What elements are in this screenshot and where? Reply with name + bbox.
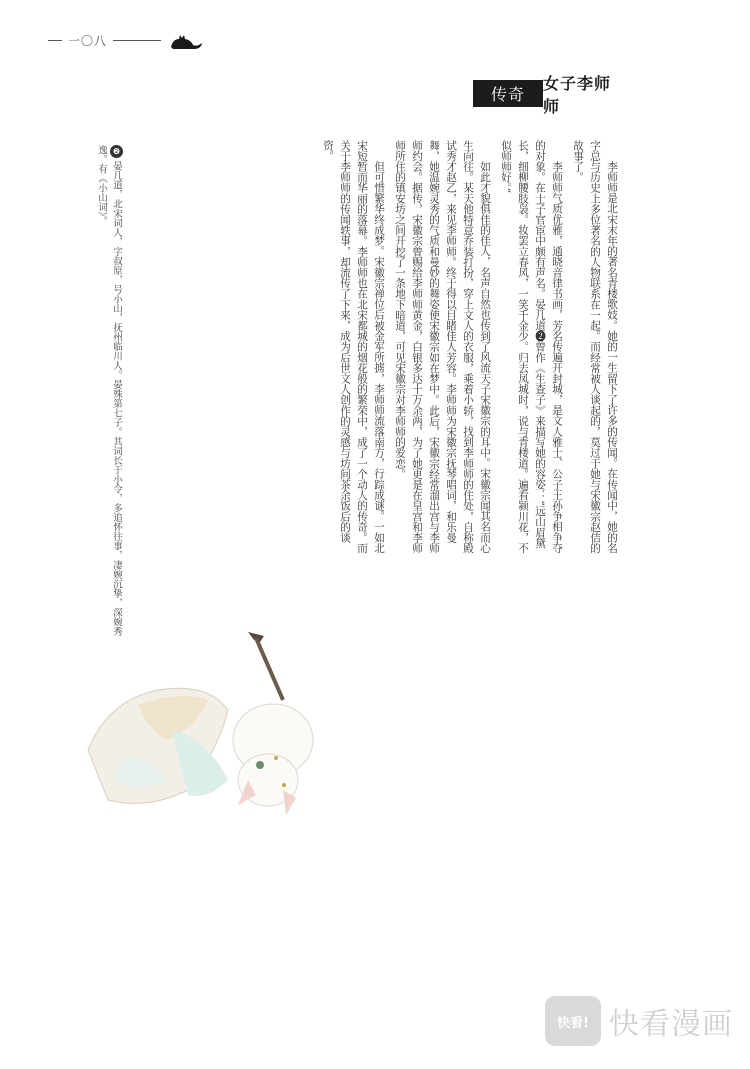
footnote-marker: ❷ [112, 147, 121, 156]
header-rule [48, 40, 62, 41]
body-paragraph: 但可惜繁华终成梦。宋徽宗禅位后被金军所掳，李师师流落南方，行踪成谜。一如北宋短暂而华丽的落幕。李师师也在北宋都城的烟花般的繁荣中，成了一个动人的传奇。而关于李师师的传闻轶事，却流传了下来，成为后世文人创作的灵感与坊间茶余饭后的谈资。 [322, 140, 385, 554]
body-paragraph: 李师师是北宋末年的著名青楼歌妓。她的一生留下了许多的传闻。在传闻中，她的名字总与历史上多位著名的人物联系在一起。而经常被人谈起的，莫过于她与宋徽宗赵佶的故事了。 [572, 140, 618, 554]
title-dark-part: 传奇 [473, 80, 543, 107]
cat-woman-illustration [78, 630, 323, 820]
page-header [48, 28, 205, 52]
watermark-brand: 快看漫画 [609, 1007, 733, 1042]
page-number: 一〇八 [68, 33, 108, 48]
title-light-part: 女子李师师 [543, 73, 612, 116]
watermark [545, 993, 733, 1049]
body-paragraph: 李师师气质优雅，通晓音律书画，芳名传遍开封城，是文人雅士、公子王孙争相争夺的对象。在士子官宦中颇有声名。晏几道❷曾作《生查子》来描写她的容姿：“远山眉黛长，细柳腰肢袅。妆罢立春风，一笑千金少。归去凤城时，说与青楼道。遍看颍川花，不似师师好。” [500, 140, 563, 554]
footnote-text: 晏几道，北宋词人，字叔原，号小山，抚州临川人。晏殊第七子。其词长于小令，多追怀往事，凄婉沉挚，深婉秀逸。有《小山词》。 [96, 145, 122, 637]
header-rule-long [113, 40, 161, 41]
body-paragraph: 如此才貌俱佳的佳人，名声自然也传到了风流天子宋徽宗的耳中。宋徽宗闻其名而心生向往。某天他特意乔装打扮，穿上文人的衣服，乘着小轿，找到李师师的住处，自称殿试秀才赵乙，来见李师师。终于得以目睹佳人芳容。李师师为宋徽宗抚琴唱词，和乐曼舞，她温婉灵秀的气质和曼妙的舞姿使宋徽宗如在梦中。此后，宋徽宗经常溜出宫与李师师约会。据传，宋徽宗曾赐给李师师黄金，白银多达十万余两，为了她更是在皇宫和李师师所住的镇安坊之间开挖了一条地下暗道，可见宋徽宗对李师师的爱恋。 [394, 140, 491, 554]
main-body-text [150, 140, 620, 560]
watermark-logo-text: 快看! [557, 1015, 589, 1031]
footnote [80, 145, 124, 645]
chapter-title [473, 73, 612, 116]
cat-silhouette-icon [167, 29, 205, 51]
watermark-logo [545, 996, 601, 1046]
